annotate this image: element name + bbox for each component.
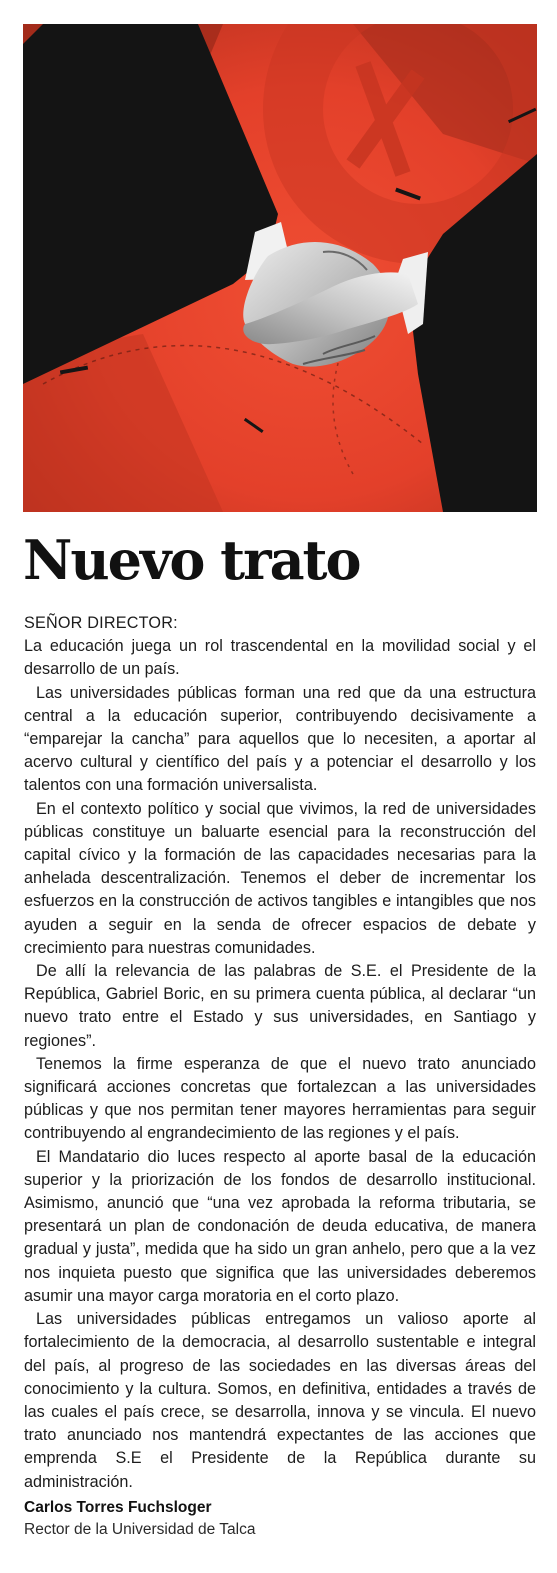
letter-body (24, 612, 536, 1494)
paragraph-5: Tenemos la firme esperanza de que el nuevo trato anunciado significará acciones concretas que fortalezcan a las universidades públicas y que nos permitan tener mayores herramientas para seguir contribuyendo al engrandecimiento de las regiones y el país. (24, 1054, 536, 1143)
salutation: SEÑOR DIRECTOR: (24, 614, 178, 632)
paragraph-6: El Mandatario dio luces respecto al aporte basal de la educación superior y la priorización de los fondos de desarrollo institucional. Asimismo, anunció que “una vez aprobada la reforma tributaria, se presentará un plan de condonación de deuda educativa, de manera gradual y justa”, medida que ha sido un gran anhelo, pero que a la vez nos inquieta puesto que significa que las universidades deberemos asumir una mayor carga moratoria en el corto plazo. (24, 1147, 536, 1305)
paragraph-1: La educación juega un rol trascendental en la movilidad social y el desarrollo de un país. (24, 637, 536, 679)
handshake-illustration (23, 24, 537, 512)
signature-block (24, 1497, 536, 1541)
paragraph-2: Las universidades públicas forman una red que da una estructura central a la educación superior, contribuyendo decisivamente a “emparejar la cancha” para aquellos que lo necesiten, a aportar al acervo cultural y científico del país y a potenciar el desarrollo y los talentos con una formación universalista. (24, 683, 536, 795)
handshake-illustration-svg (23, 24, 537, 512)
paragraph-3: En el contexto político y social que vivimos, la red de universidades públicas constituye un baluarte esencial para la reconstrucción del capital cívico y la formación de las capacidades necesarias para la anhelada descentralización. Tenemos el deber de incrementar los esfuerzos en la construcción de activos tangibles e intangibles que nos ayuden a seguir en la senda de ofrecer espacios de debate y crecimiento para nuestras comunidades. (24, 799, 536, 957)
author-name: Carlos Torres Fuchsloger (24, 1499, 212, 1516)
author-role: Rector de la Universidad de Talca (24, 1521, 256, 1538)
paragraph-4: De allí la relevancia de las palabras de S.E. el Presidente de la República, Gabriel Boric, en su primera cuenta pública, al declarar “un nuevo trato entre el Estado y sus universidades, en Santiago y regiones”. (24, 962, 536, 1050)
paragraph-7: Las universidades públicas entregamos un valioso aporte al fortalecimiento de la democracia, al desarrollo sustentable e integral del país, al progreso de las sociedades en las diversas áreas del conocimiento y la cultura. Somos, en definitiva, entidades a través de las cuales el país crece, se desarrolla, innova y se vincula. El nuevo trato anunciado nos mantendrá expectantes de las acciones que emprenda S.E el Presidente de la República durante su administración. (24, 1310, 536, 1491)
headline: Nuevo trato (23, 528, 360, 592)
